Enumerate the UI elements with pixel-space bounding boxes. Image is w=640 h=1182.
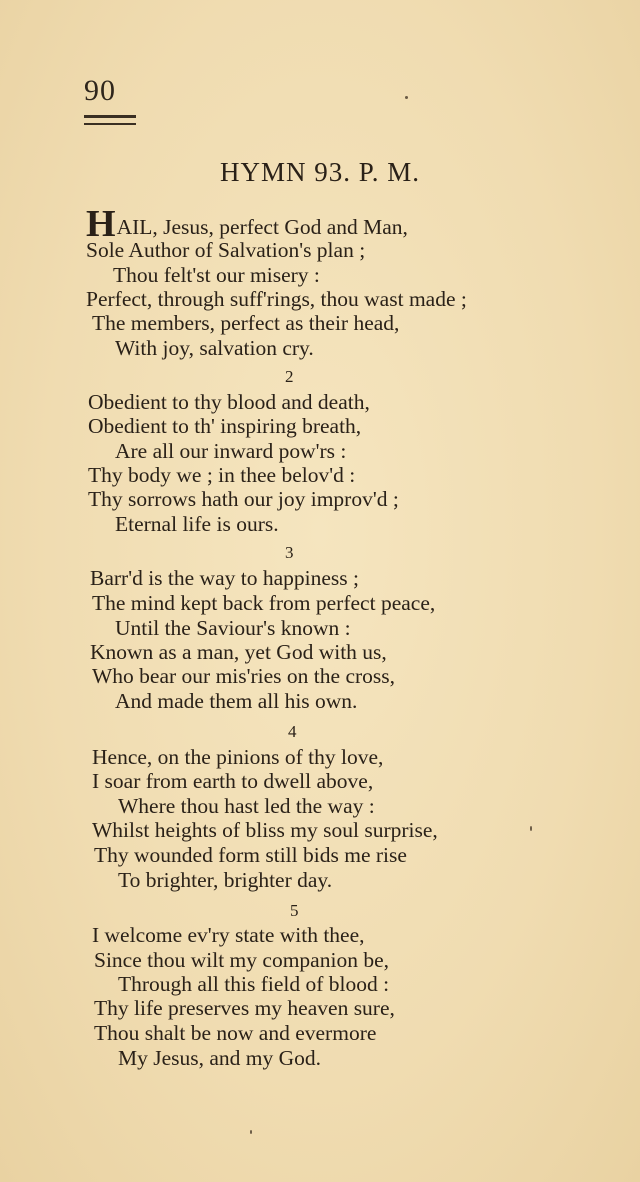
verse-line: Through all this field of blood : bbox=[118, 972, 390, 996]
verse-line: Thy wounded form still bids me rise bbox=[94, 843, 407, 867]
verse-line: I welcome ev'ry state with thee, bbox=[92, 923, 365, 947]
verse-line: The mind kept back from perfect peace, bbox=[92, 591, 436, 615]
verse-line: Thy sorrows hath our joy improv'd ; bbox=[88, 487, 399, 511]
verse-line: Known as a man, yet God with us, bbox=[90, 640, 387, 664]
paper-speck bbox=[405, 96, 408, 99]
header-rule bbox=[84, 115, 136, 118]
verse-line: Barr'd is the way to happiness ; bbox=[90, 566, 359, 590]
page-number: 90 bbox=[84, 74, 116, 107]
verse-line: HAIL, Jesus, perfect God and Man, bbox=[86, 203, 408, 245]
drop-cap: H bbox=[86, 203, 116, 245]
verse-line: Perfect, through suff'rings, thou wast made ; bbox=[86, 287, 467, 311]
verse-line: I soar from earth to dwell above, bbox=[92, 769, 374, 793]
paper-speck bbox=[250, 1130, 252, 1134]
verse-line: Until the Saviour's known : bbox=[115, 616, 351, 640]
verse-line: Who bear our mis'ries on the cross, bbox=[92, 664, 396, 688]
verse-line: The members, perfect as their head, bbox=[92, 311, 400, 335]
verse-line: Since thou wilt my companion be, bbox=[94, 948, 389, 972]
verse-line: My Jesus, and my God. bbox=[118, 1046, 322, 1070]
header-rule-thin bbox=[84, 123, 136, 125]
verse-line: Hence, on the pinions of thy love, bbox=[92, 745, 384, 769]
stanza-number: 2 bbox=[285, 367, 294, 386]
verse-line: Obedient to th' inspiring breath, bbox=[88, 414, 362, 438]
verse-line: Whilst heights of bliss my soul surprise, bbox=[92, 818, 438, 842]
stanza-number: 5 bbox=[290, 901, 299, 920]
verse-line: Are all our inward pow'rs : bbox=[115, 439, 347, 463]
verse-line: And made them all his own. bbox=[115, 689, 358, 713]
verse-line: Sole Author of Salvation's plan ; bbox=[86, 238, 366, 262]
verse-line: Thou shalt be now and evermore bbox=[94, 1021, 377, 1045]
verse-line: Eternal life is ours. bbox=[115, 512, 279, 536]
verse-line: Thy life preserves my heaven sure, bbox=[94, 996, 395, 1020]
stanza-number: 4 bbox=[288, 722, 297, 741]
paper-speck bbox=[530, 826, 532, 831]
stanza-number: 3 bbox=[285, 543, 294, 562]
verse-line: To brighter, brighter day. bbox=[118, 868, 333, 892]
verse-line: Thy body we ; in thee belov'd : bbox=[88, 463, 356, 487]
hymn-title: HYMN 93. P. M. bbox=[220, 157, 421, 187]
verse-line: Obedient to thy blood and death, bbox=[88, 390, 370, 414]
verse-line: With joy, salvation cry. bbox=[115, 336, 314, 360]
verse-line: Thou felt'st our misery : bbox=[113, 263, 320, 287]
verse-line: Where thou hast led the way : bbox=[118, 794, 375, 818]
